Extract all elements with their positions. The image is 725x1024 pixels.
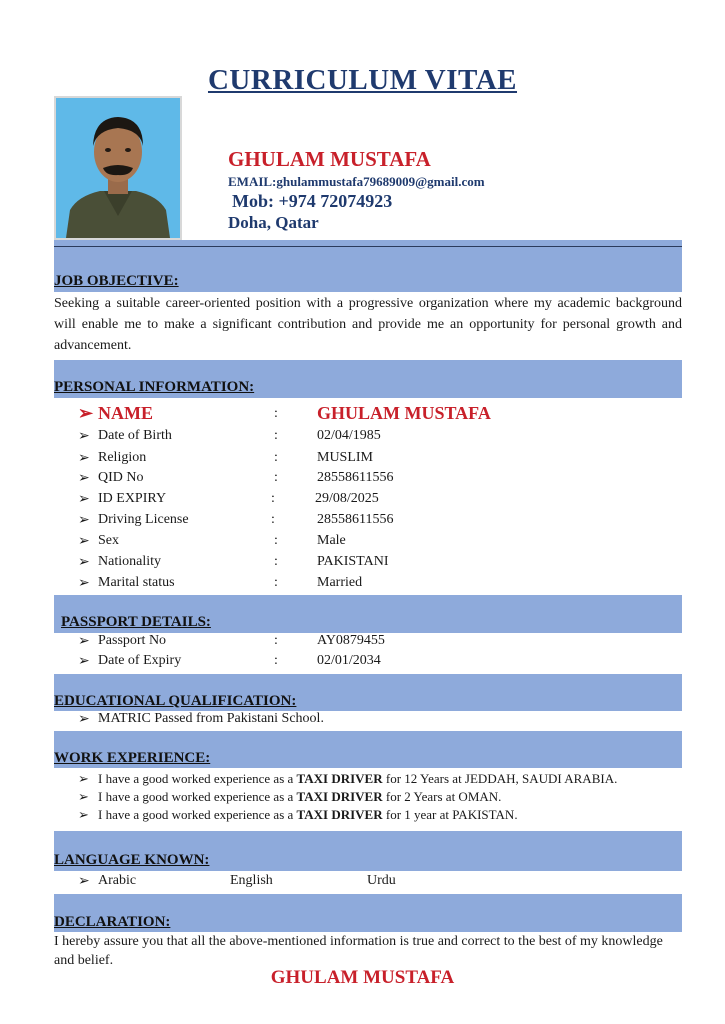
colon: : [274, 406, 278, 421]
work-text: for 1 year at PAKISTAN. [382, 807, 518, 822]
arrow-bullet-icon: ➢ [78, 451, 90, 466]
passport-heading: PASSPORT DETAILS: [61, 614, 211, 630]
arrow-bullet-icon: ➢ [78, 789, 89, 804]
signature-name: GHULAM MUSTAFA [270, 967, 455, 988]
arrow-bullet-icon: ➢ [78, 576, 90, 591]
work-role: TAXI DRIVER [296, 771, 383, 786]
colon: : [274, 450, 278, 465]
header-name: GHULAM MUSTAFA [228, 147, 431, 171]
nationality-label: Nationality [98, 554, 161, 569]
id-expiry-label: ID EXPIRY [98, 491, 167, 506]
colon: : [274, 653, 278, 668]
passport-expiry-value: 02/01/2034 [317, 653, 381, 668]
nationality-value: PAKISTANI [317, 554, 389, 569]
license-label: Driving License [98, 512, 189, 527]
work-role: TAXI DRIVER [296, 789, 383, 804]
id-expiry-value: 29/08/2025 [315, 491, 379, 506]
header-location: Doha, Qatar [228, 213, 319, 232]
declaration-text: I hereby assure you that all the above-mentioned information is true and correct to the best of my knowledge and belief. [54, 934, 663, 968]
qid-label: QID No [98, 470, 144, 485]
document-title: CURRICULUM VITAE [207, 64, 518, 96]
arrow-bullet-icon: ➢ [78, 534, 90, 549]
personal-info-heading: PERSONAL INFORMATION: [54, 379, 255, 395]
arrow-bullet-icon: ➢ [78, 771, 89, 786]
passport-expiry-label: Date of Expiry [98, 653, 182, 668]
sex-label: Sex [98, 533, 119, 548]
language-row [78, 873, 438, 891]
work-text: I have a good worked experience as a [98, 771, 297, 786]
colon: : [271, 512, 275, 527]
colon: : [274, 633, 278, 648]
header-divider [54, 246, 682, 247]
colon: : [271, 491, 275, 506]
colon: : [274, 554, 278, 569]
arrow-bullet-icon: ➢ [78, 513, 90, 528]
work-text: I have a good worked experience as a [98, 789, 297, 804]
arrow-bullet-icon: ➢ [78, 429, 90, 444]
passport-no-value: AY0879455 [317, 633, 385, 648]
qid-value: 28558611556 [317, 470, 394, 485]
language-urdu: Urdu [367, 873, 396, 888]
colon: : [274, 470, 278, 485]
arrow-bullet-icon: ➢ [78, 471, 90, 486]
arrow-bullet-icon: ➢ [78, 403, 94, 423]
marital-label: Marital status [98, 575, 175, 590]
work-role: TAXI DRIVER [296, 807, 383, 822]
work-heading: WORK EXPERIENCE: [54, 750, 211, 766]
person-photo-icon [56, 98, 180, 238]
education-text: MATRIC Passed from Pakistani School. [98, 711, 324, 726]
religion-value: MUSLIM [317, 450, 374, 465]
arrow-bullet-icon: ➢ [78, 712, 90, 727]
work-text: I have a good worked experience as a [98, 807, 297, 822]
language-heading: LANGUAGE KNOWN: [54, 852, 210, 868]
language-english: English [230, 873, 273, 888]
education-heading: EDUCATIONAL QUALIFICATION: [54, 693, 297, 709]
job-objective-text: Seeking a suitable career-oriented position with a progressive organization where my academic background will enable me to make a significant contribution and provide me an opportunity for personal growth and advancement. [54, 296, 682, 353]
sex-value: Male [317, 533, 346, 548]
name-value: GHULAM MUSTAFA [317, 403, 491, 423]
marital-value: Married [317, 575, 363, 590]
name-label: NAME [98, 403, 153, 423]
header-email: EMAIL:ghulammustafa79689009@gmail.com [228, 174, 485, 189]
declaration-heading: DECLARATION: [54, 914, 171, 930]
arrow-bullet-icon: ➢ [78, 874, 90, 889]
religion-label: Religion [98, 450, 147, 465]
passport-no-label: Passport No [98, 633, 167, 648]
work-text: for 12 Years at JEDDAH, SAUDI ARABIA. [382, 771, 618, 786]
dob-label: Date of Birth [98, 428, 172, 443]
license-value: 28558611556 [317, 512, 394, 527]
dob-value: 02/04/1985 [317, 428, 381, 443]
work-text: for 2 Years at OMAN. [382, 789, 502, 804]
job-objective-heading: JOB OBJECTIVE: [54, 273, 179, 289]
colon: : [274, 533, 278, 548]
arrow-bullet-icon: ➢ [78, 492, 90, 507]
language-arabic: Arabic [98, 873, 137, 888]
arrow-bullet-icon: ➢ [78, 555, 90, 570]
arrow-bullet-icon: ➢ [78, 634, 90, 649]
arrow-bullet-icon: ➢ [78, 654, 90, 669]
arrow-bullet-icon: ➢ [78, 807, 89, 822]
header-mobile: Mob: +974 72074923 [232, 191, 393, 211]
profile-photo [54, 96, 182, 240]
colon: : [274, 575, 278, 590]
colon: : [274, 428, 278, 443]
